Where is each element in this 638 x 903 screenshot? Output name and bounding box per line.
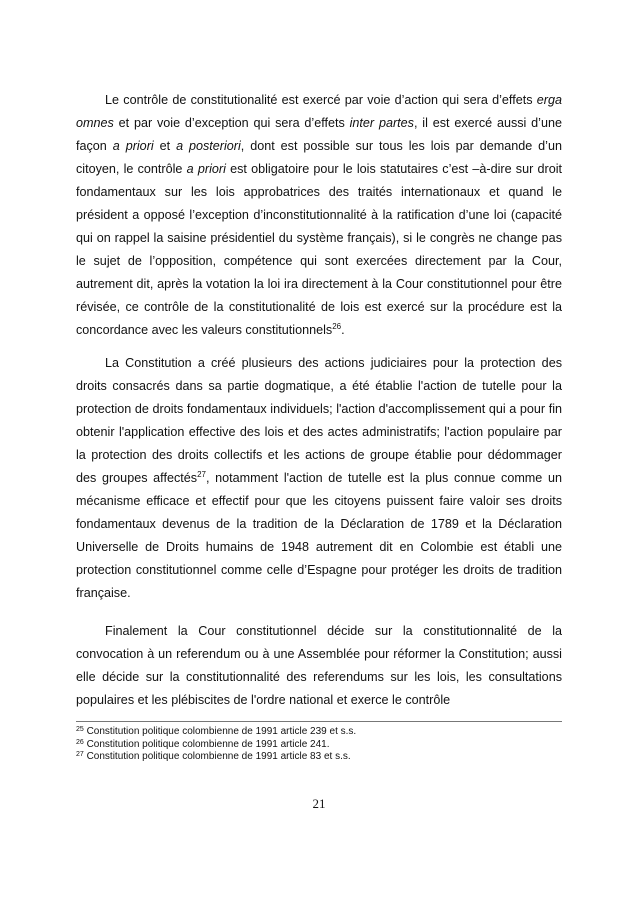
- footnote-text: Constitution politique colombienne de 1991 article 83 et s.s.: [83, 751, 351, 762]
- footnote-reference: 26: [332, 322, 342, 331]
- text-run: , notamment l'action de tutelle est la plus connue comme un mécanisme efficace et effectif pour que les citoyens puissent faire valoir ses droits fondamentaux devenus de la tradition de la Déclaration de 1789 et la Déclaration Universelle de Droits humains de 1948 autrement dit en Colombie est établi une protection constitutionnel comme celle d’Espagne pour protéger les droits de tradition française.: [76, 471, 562, 600]
- footnote-separator: [76, 721, 562, 722]
- footnotes: [76, 726, 562, 764]
- footnote-25: [76, 726, 562, 739]
- footnote-text: Constitution politique colombienne de 1991 article 239 et s.s.: [83, 726, 357, 737]
- italic-term: a priori: [186, 162, 226, 176]
- paragraph-3: [76, 620, 562, 712]
- italic-term: erga omnes: [76, 93, 562, 130]
- paragraph-2-text: [76, 352, 562, 605]
- italic-term: a posteriori: [176, 139, 241, 153]
- page-number: 21: [312, 796, 326, 811]
- text-run: La Constitution a créé plusieurs des actions judiciaires pour la protection des droits consacrés dans sa partie dogmatique, a été établie l'action de tutelle pour la protection de droits fondamentaux individuels; l'action d'accomplissement qui a pour fin obtenir l'application effective des lois et des actes administratifs; l'action populaire par la protection des droits collectifs et les actions de groupe établie pour dédommager des groupes affectés: [76, 356, 562, 485]
- text-run: est obligatoire pour le lois statutaires c’est –à-dire sur droit fondamentaux sur les lois approbatrices des traités internationaux et quand le président a opposé l’exception d’inconstitutionnalité à la ratification d’une loi (capacité qui on rappel la saisine présidentiel du système français), si le congrès ne change pas le sujet de l’opposition, compétence qui sont exercées directement par la Cour, autrement dit, après la votation la loi ira directement à la Cour constitutionnel pour être révisée, ce contrôle de la constitutionalité de lois est exercé sur la procédure est la concordance avec les valeurs constitutionnels: [76, 162, 562, 337]
- text-run: Finalement la Cour constitutionnel décide sur la constitutionnalité de la convocation à un referendum ou à une Assemblée pour réformer la Constitution; aussi elle décide sur la constitutionnalité des referendums sur les lois, les consultations populaires et les plébiscites de l'ordre national et exerce le contrôle: [76, 624, 562, 707]
- text-run: Le contrôle de constitutionalité est exercé par voie d’action qui sera d’effets: [105, 93, 537, 107]
- text-run: , il est exercé aussi d’une façon: [76, 116, 562, 153]
- footnote-27: [76, 751, 562, 764]
- italic-term: inter partes: [349, 116, 414, 130]
- text-run: et: [153, 139, 177, 153]
- footnote-text: Constitution politique colombienne de 1991 article 241.: [83, 738, 330, 750]
- text-run: .: [341, 323, 345, 337]
- footnote-number: 25: [76, 726, 84, 733]
- footnote-number: 26: [76, 738, 84, 746]
- italic-term: a priori: [112, 139, 154, 153]
- text-run: et par voie d’exception qui sera d’effets: [113, 116, 350, 130]
- paragraph-1: [76, 89, 562, 342]
- paragraph-2: [76, 352, 562, 605]
- paragraph-1-text: [76, 89, 562, 342]
- footnote-reference: 27: [197, 470, 206, 479]
- footnote-26: [76, 739, 562, 752]
- paragraph-3-text: [76, 620, 562, 712]
- text-run: , dont est possible sur tous les lois par demande d’un citoyen, le contrôle: [76, 139, 562, 176]
- footnote-number: 27: [76, 751, 84, 758]
